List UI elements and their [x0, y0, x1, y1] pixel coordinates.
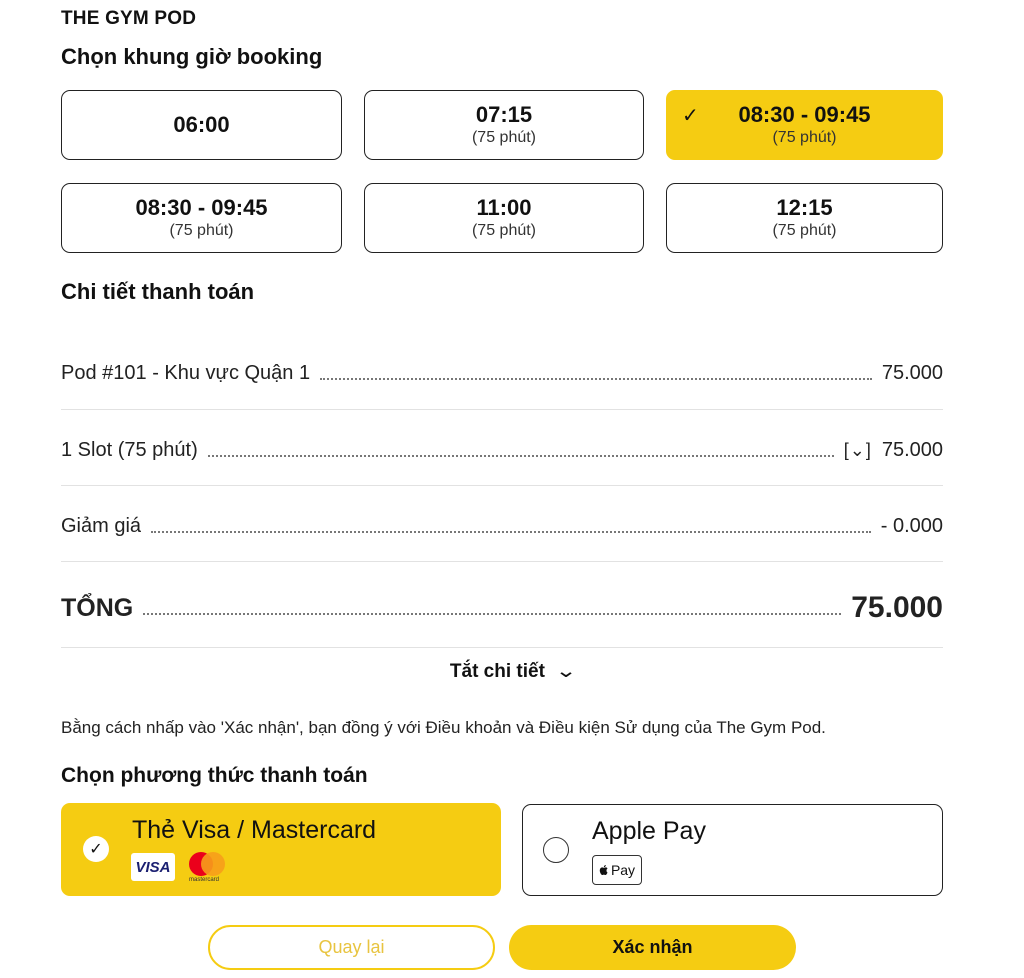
divider	[61, 485, 943, 486]
slot-time: 08:30 - 09:45	[738, 101, 871, 127]
slot-duration: (75 phút)	[772, 129, 837, 147]
back-button[interactable]: Quay lại	[208, 925, 495, 970]
payment-title: Apple Pay	[592, 817, 706, 845]
mastercard-logo: mastercard	[189, 852, 229, 884]
time-slot-0830-selected[interactable]	[666, 90, 943, 160]
total-row	[61, 588, 943, 628]
visa-logo: VISA	[131, 853, 175, 881]
dotted-leader	[320, 378, 872, 380]
divider	[61, 409, 943, 410]
apple-icon	[599, 864, 609, 876]
slot-time: 07:15	[475, 101, 533, 127]
line-label: Giảm giá	[61, 514, 142, 537]
slot-duration: (75 phút)	[471, 222, 537, 240]
toggle-details-label: Tắt chi tiết	[449, 661, 545, 682]
line-item-discount	[61, 506, 943, 546]
divider	[61, 561, 943, 562]
payment-title: Thẻ Visa / Mastercard	[132, 816, 377, 844]
line-label: Pod #101 - Khu vực Quận 1	[61, 361, 311, 384]
slot-duration: (75 phút)	[471, 129, 537, 147]
time-slot-0715[interactable]	[364, 90, 644, 160]
time-slot-0830[interactable]	[61, 183, 342, 253]
line-label: 1 Slot (75 phút)	[61, 438, 198, 461]
total-value: 75.000	[851, 591, 943, 624]
apple-pay-badge: Pay	[592, 855, 642, 885]
slot-duration: (75 phút)	[169, 222, 234, 240]
time-slot-0600[interactable]	[61, 90, 342, 160]
confirm-button[interactable]: Xác nhận	[509, 925, 796, 970]
brand-title: THE GYM POD	[61, 8, 197, 29]
chevron-down-icon: ⌄	[555, 661, 578, 682]
slots-heading: Chọn khung giờ booking	[61, 44, 323, 69]
slot-time: 12:15	[776, 194, 833, 220]
line-item-slot	[61, 430, 943, 470]
dotted-leader	[143, 613, 841, 615]
expand-slot-icon[interactable]: [⌄]	[843, 439, 872, 460]
dotted-leader	[151, 531, 871, 533]
total-label: TỔNG	[61, 593, 134, 622]
check-icon: ✓	[682, 105, 699, 127]
radio-button[interactable]	[543, 837, 569, 863]
payment-option-card[interactable]	[61, 803, 501, 896]
dotted-leader	[208, 455, 834, 457]
time-slot-1215[interactable]	[666, 183, 943, 253]
check-icon: ✓	[83, 836, 109, 862]
terms-text: Bằng cách nhấp vào 'Xác nhận', bạn đồng ý với Điều khoản và Điều kiện Sử dụng của The Gym Pod.	[61, 718, 826, 737]
toggle-details-link[interactable]	[0, 660, 1024, 683]
payment-method-heading: Chọn phương thức thanh toán	[61, 764, 368, 787]
line-value: 75.000	[881, 361, 943, 384]
payment-details-heading: Chi tiết thanh toán	[61, 279, 255, 304]
divider	[61, 647, 943, 648]
line-value: 75.000	[881, 438, 943, 461]
slot-time: 11:00	[476, 194, 532, 220]
slot-time: 08:30 - 09:45	[135, 194, 268, 220]
line-value: - 0.000	[880, 514, 943, 537]
slot-time: 06:00	[173, 111, 230, 137]
slot-duration: (75 phút)	[772, 222, 837, 240]
line-item-pod	[61, 353, 943, 393]
payment-option-apple-pay[interactable]	[522, 804, 943, 896]
time-slot-1100[interactable]	[364, 183, 644, 253]
